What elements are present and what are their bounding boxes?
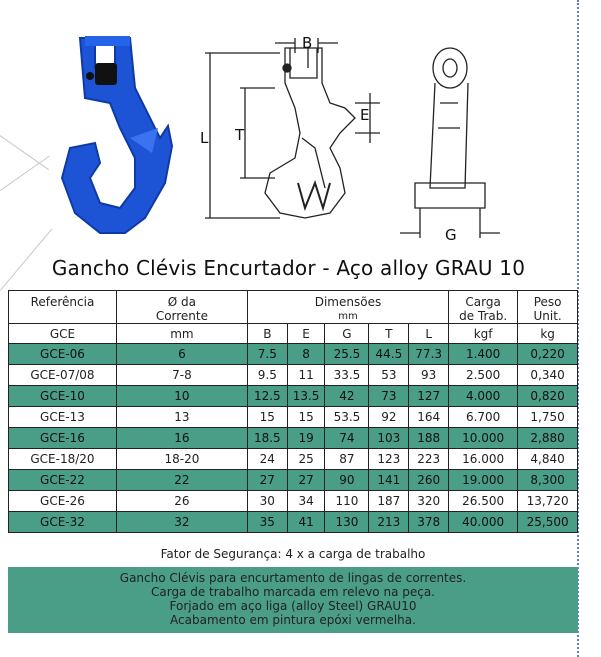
subheader-b: B xyxy=(247,324,287,344)
cell-b: 24 xyxy=(247,449,287,470)
header-carga-line2: de Trab. xyxy=(459,309,508,323)
cell-diam: 16 xyxy=(116,428,247,449)
cell-peso: 0,220 xyxy=(518,344,578,365)
cell-ref: GCE-26 xyxy=(9,491,117,512)
dim-label-g: G xyxy=(445,226,457,244)
cell-t: 213 xyxy=(369,512,409,533)
table-subheader-row xyxy=(9,324,578,344)
cell-l: 260 xyxy=(409,470,449,491)
cell-b: 7.5 xyxy=(247,344,287,365)
cell-carga: 1.400 xyxy=(449,344,518,365)
header-diametro-line1: Ø da xyxy=(167,295,197,309)
table-row xyxy=(9,365,578,386)
cell-ref: GCE-32 xyxy=(9,512,117,533)
specifications-table xyxy=(8,290,578,533)
subheader-g: G xyxy=(325,324,369,344)
cell-carga: 2.500 xyxy=(449,365,518,386)
header-dimensoes-label: Dimensões xyxy=(314,295,382,309)
cell-b: 35 xyxy=(247,512,287,533)
cell-ref: GCE-10 xyxy=(9,386,117,407)
cell-g: 53.5 xyxy=(325,407,369,428)
cell-diam: 18-20 xyxy=(116,449,247,470)
cell-g: 42 xyxy=(325,386,369,407)
header-peso-line2: Unit. xyxy=(533,309,562,323)
table-row xyxy=(9,386,578,407)
technical-drawing-side xyxy=(400,48,500,238)
cell-peso: 13,720 xyxy=(518,491,578,512)
cell-b: 18.5 xyxy=(247,428,287,449)
cell-g: 74 xyxy=(325,428,369,449)
cell-l: 223 xyxy=(409,449,449,470)
product-title: Gancho Clévis Encurtador - Aço alloy GRAU 10 xyxy=(51,256,526,280)
cell-ref: GCE-07/08 xyxy=(9,365,117,386)
cell-l: 164 xyxy=(409,407,449,428)
cell-carga: 4.000 xyxy=(449,386,518,407)
cell-l: 93 xyxy=(409,365,449,386)
subheader-e: E xyxy=(287,324,325,344)
header-carga-line1: Carga xyxy=(465,295,501,309)
cell-t: 123 xyxy=(369,449,409,470)
subheader-ref: GCE xyxy=(9,324,117,344)
cell-g: 33.5 xyxy=(325,365,369,386)
cell-diam: 13 xyxy=(116,407,247,428)
cell-t: 73 xyxy=(369,386,409,407)
cell-ref: GCE-16 xyxy=(9,428,117,449)
cell-ref: GCE-06 xyxy=(9,344,117,365)
cell-peso: 4,840 xyxy=(518,449,578,470)
cell-carga: 40.000 xyxy=(449,512,518,533)
cell-e: 27 xyxy=(287,470,325,491)
technical-drawing-front xyxy=(205,38,380,218)
cell-e: 15 xyxy=(287,407,325,428)
cell-e: 25 xyxy=(287,449,325,470)
table-row xyxy=(9,470,578,491)
cell-carga: 6.700 xyxy=(449,407,518,428)
cell-carga: 10.000 xyxy=(449,428,518,449)
note-line: Gancho Clévis para encurtamento de lingas de correntes. xyxy=(119,571,467,585)
cell-t: 187 xyxy=(369,491,409,512)
table-header-row xyxy=(9,291,578,324)
cell-l: 127 xyxy=(409,386,449,407)
dimension-labels xyxy=(200,34,457,244)
header-dimensoes-unit: mm xyxy=(338,311,358,322)
table-row xyxy=(9,449,578,470)
cell-ref: GCE-22 xyxy=(9,470,117,491)
note-line: Acabamento em pintura epóxi vermelha. xyxy=(170,613,416,627)
cell-t: 53 xyxy=(369,365,409,386)
cell-peso: 0,340 xyxy=(518,365,578,386)
dim-label-t: T xyxy=(235,126,245,144)
cell-t: 103 xyxy=(369,428,409,449)
cell-b: 27 xyxy=(247,470,287,491)
header-diametro-line2: Corrente xyxy=(155,309,209,323)
dim-label-b: B xyxy=(302,34,313,52)
cell-l: 320 xyxy=(409,491,449,512)
cell-diam: 10 xyxy=(116,386,247,407)
header-dimensoes xyxy=(247,291,448,324)
cell-diam: 32 xyxy=(116,512,247,533)
subheader-carga-unit: kgf xyxy=(449,324,518,344)
cell-l: 188 xyxy=(409,428,449,449)
dim-label-l: L xyxy=(200,129,209,147)
header-referencia: Referência xyxy=(9,291,117,324)
cell-l: 77.3 xyxy=(409,344,449,365)
cell-peso: 1,750 xyxy=(518,407,578,428)
cell-e: 41 xyxy=(287,512,325,533)
cell-g: 87 xyxy=(325,449,369,470)
dim-label-e: E xyxy=(360,106,370,124)
cell-t: 92 xyxy=(369,407,409,428)
cell-g: 110 xyxy=(325,491,369,512)
subheader-l: L xyxy=(409,324,449,344)
note-line: Carga de trabalho marcada em relevo na peça. xyxy=(150,585,435,599)
cell-e: 8 xyxy=(287,344,325,365)
cell-peso: 25,500 xyxy=(518,512,578,533)
cell-b: 12.5 xyxy=(247,386,287,407)
subheader-peso-unit: kg xyxy=(518,324,578,344)
table-row xyxy=(9,512,578,533)
subheader-diam-unit: mm xyxy=(116,324,247,344)
cell-t: 141 xyxy=(369,470,409,491)
cell-e: 11 xyxy=(287,365,325,386)
safety-factor: Fator de Segurança: 4 x a carga de trabalho xyxy=(160,547,426,561)
header-peso-line1: Peso xyxy=(533,295,562,309)
product-notes xyxy=(8,567,578,633)
cell-diam: 7-8 xyxy=(116,365,247,386)
table-row xyxy=(9,428,578,449)
cell-diam: 6 xyxy=(116,344,247,365)
cell-diam: 22 xyxy=(116,470,247,491)
cell-e: 34 xyxy=(287,491,325,512)
cell-peso: 8,300 xyxy=(518,470,578,491)
cell-t: 44.5 xyxy=(369,344,409,365)
cell-carga: 16.000 xyxy=(449,449,518,470)
cell-carga: 19.000 xyxy=(449,470,518,491)
cell-peso: 0,820 xyxy=(518,386,578,407)
header-peso xyxy=(518,291,578,324)
cell-l: 378 xyxy=(409,512,449,533)
cell-carga: 26.500 xyxy=(449,491,518,512)
product-illustration xyxy=(40,8,560,253)
cell-g: 90 xyxy=(325,470,369,491)
header-diametro xyxy=(116,291,247,324)
hook-photo xyxy=(62,36,172,233)
cell-g: 25.5 xyxy=(325,344,369,365)
cell-b: 15 xyxy=(247,407,287,428)
cell-g: 130 xyxy=(325,512,369,533)
cell-ref: GCE-18/20 xyxy=(9,449,117,470)
cell-b: 9.5 xyxy=(247,365,287,386)
cell-ref: GCE-13 xyxy=(9,407,117,428)
table-row xyxy=(9,344,578,365)
cell-e: 19 xyxy=(287,428,325,449)
table-row xyxy=(9,407,578,428)
header-carga xyxy=(449,291,518,324)
cell-peso: 2,880 xyxy=(518,428,578,449)
cell-b: 30 xyxy=(247,491,287,512)
cell-diam: 26 xyxy=(116,491,247,512)
subheader-t: T xyxy=(369,324,409,344)
table-row xyxy=(9,491,578,512)
cell-e: 13.5 xyxy=(287,386,325,407)
note-line: Forjado em aço liga (alloy Steel) GRAU10 xyxy=(169,599,417,613)
